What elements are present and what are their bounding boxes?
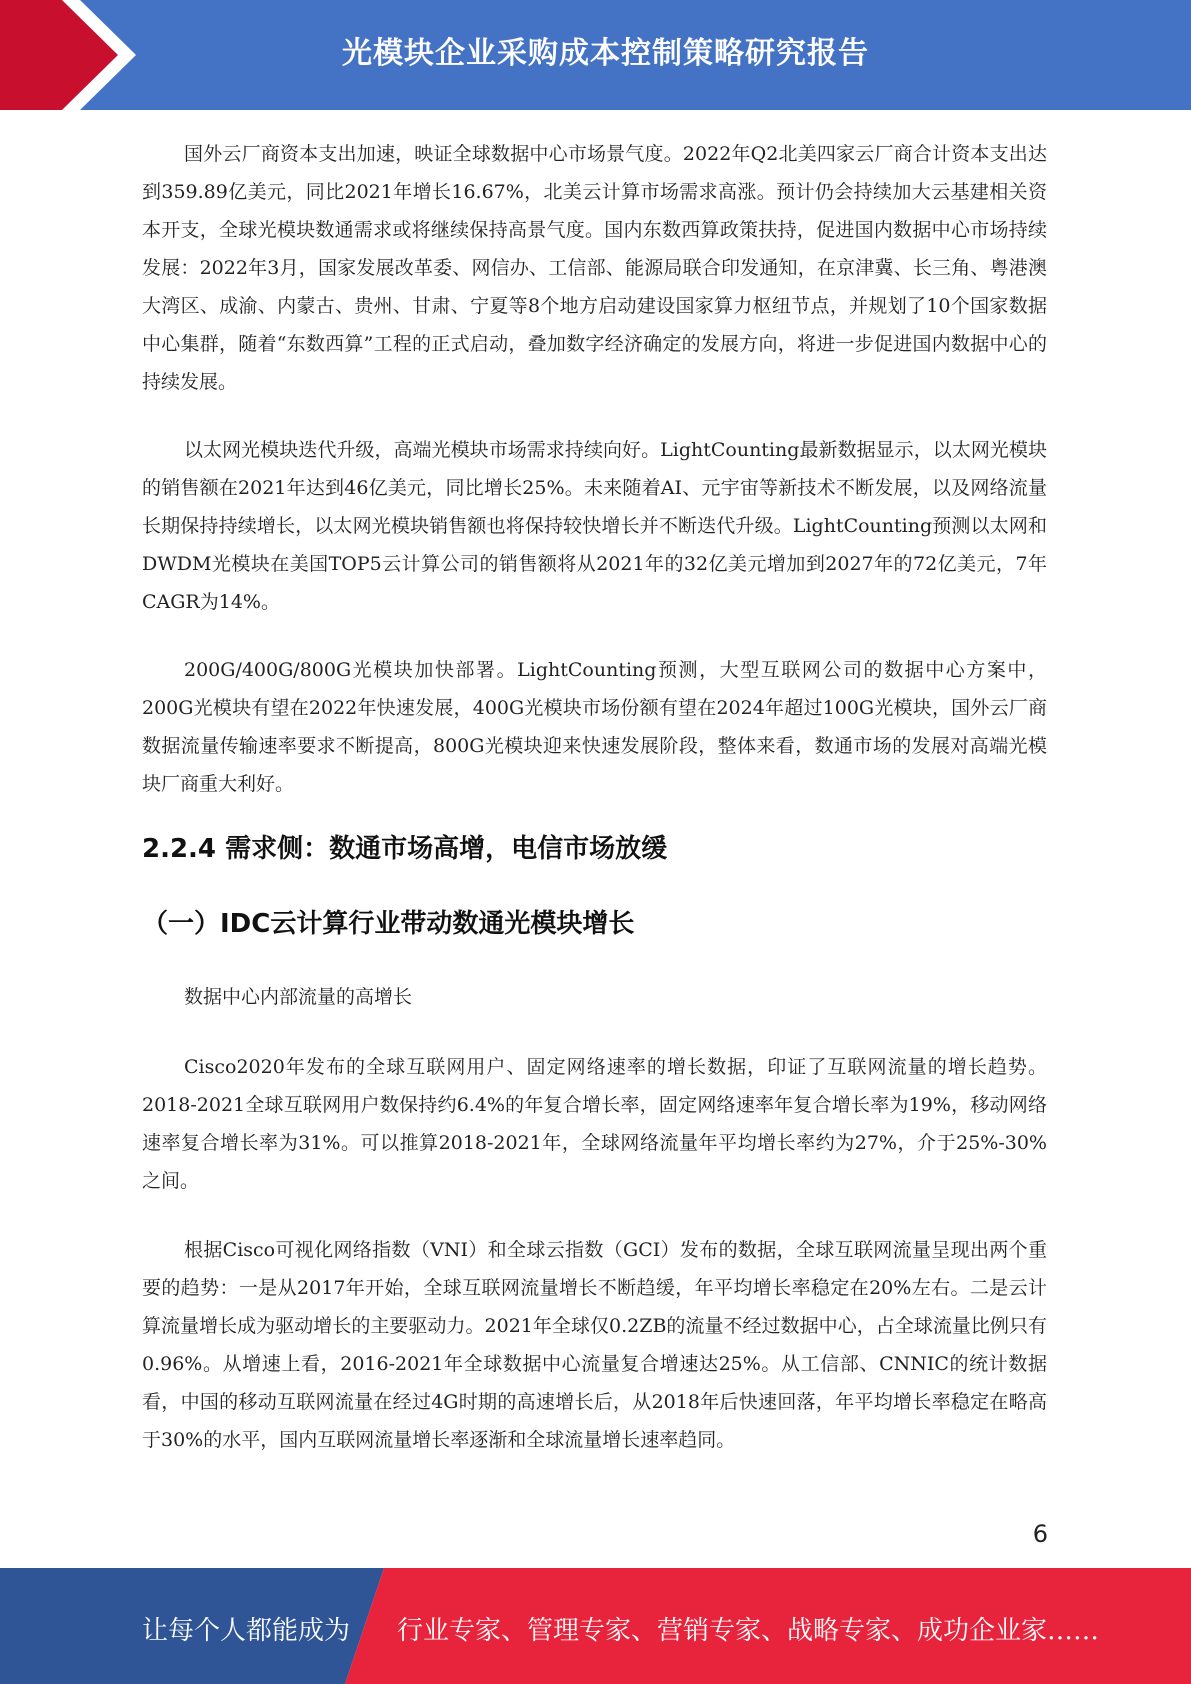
paragraph-high-speed-deployment: 200G/400G/800G光模块加快部署。LightCounting预测，大型互联网公司的数据中心方案中，200G光模块有望在2022年快速发展，400G光模块市场份额有望在2024年超过100G光模块，国外云厂商数据流量传输速率要求不断提高，800G光模块迎来快速发展阶段，整体来看，数通市场的发展对高端光模块厂商重大利好。 [142,659,1047,795]
paragraph-cisco-growth: Cisco2020年发布的全球互联网用户、固定网络速率的增长数据，印证了互联网流量的增长趋势。2018-2021全球互联网用户数保持约6.4%的年复合增长率，固定网络速率年复合增长率为19%，移动网络速率复合增长率为31%。可以推算2018-2021年，全球网络流量年平均增长率约为27%，介于25%-30%之间。 [142,1056,1047,1192]
subsection-heading: （一）IDC云计算行业带动数通光模块增长 [142,909,635,939]
footer-slogan-left: 让每个人都能成为 [142,1616,351,1646]
paragraph-traffic-trends: 根据Cisco可视化网络指数（VNI）和全球云指数（GCI）发布的数据，全球互联网流量呈现出两个重要的趋势：一是从2017年开始，全球互联网流量增长不断趋缓，年平均增长率稳定在20%左右。二是云计算流量增长成为驱动增长的主要驱动力。2021年全球仅0.2ZB的流量不经过数据中心，占全球流量比例只有0.96%。从增速上看，2016-2021年全球数据中心流量复合增速达25%。从工信部、CNNIC的统计数据看，中国的移动互联网流量在经过4G时期的高速增长后，从2018年后快速回落，年平均增长率稳定在略高于30%的水平，国内互联网流量增长率逐渐和全球流量增长速率趋同。 [142,1239,1047,1451]
footer-slogan-right: 行业专家、管理专家、营销专家、战略专家、成功企业家…… [397,1616,1100,1646]
page-number: 6 [1032,1520,1048,1548]
page-header [0,0,1191,110]
report-title: 光模块企业采购成本控制策略研究报告 [342,36,869,71]
section-heading: 2.2.4 需求侧：数通市场高增，电信市场放缓 [142,834,668,864]
subtopic-label: 数据中心内部流量的高增长 [184,986,413,1008]
paragraph-ethernet-modules: 以太网光模块迭代升级，高端光模块市场需求持续向好。LightCounting最新数据显示，以太网光模块的销售额在2021年达到46亿美元，同比增长25%。未来随着AI、元宇宙等新技术不断发展，以及网络流量长期保持持续增长，以太网光模块销售额也将保持较快增长并不断迭代升级。LightCounting预测以太网和DWDM光模块在美国TOP5云计算公司的销售额将从2021年的32亿美元增加到2027年的72亿美元，7年CAGR为14%。 [142,439,1047,613]
paragraph-cloud-capex: 国外云厂商资本支出加速，映证全球数据中心市场景气度。2022年Q2北美四家云厂商合计资本支出达到359.89亿美元，同比2021年增长16.67%，北美云计算市场需求高涨。预计仍会持续加大云基建相关资本开支，全球光模块数通需求或将继续保持高景气度。国内东数西算政策扶持，促进国内数据中心市场持续发展：2022年3月，国家发展改革委、网信办、工信部、能源局联合印发通知，在京津冀、长三角、粤港澳大湾区、成渝、内蒙古、贵州、甘肃、宁夏等8个地方启动建设国家算力枢纽节点，并规划了10个国家数据中心集群，随着“东数西算”工程的正式启动，叠加数字经济确定的发展方向，将进一步促进国内数据中心的持续发展。 [142,143,1047,393]
page-footer [0,1568,1191,1684]
